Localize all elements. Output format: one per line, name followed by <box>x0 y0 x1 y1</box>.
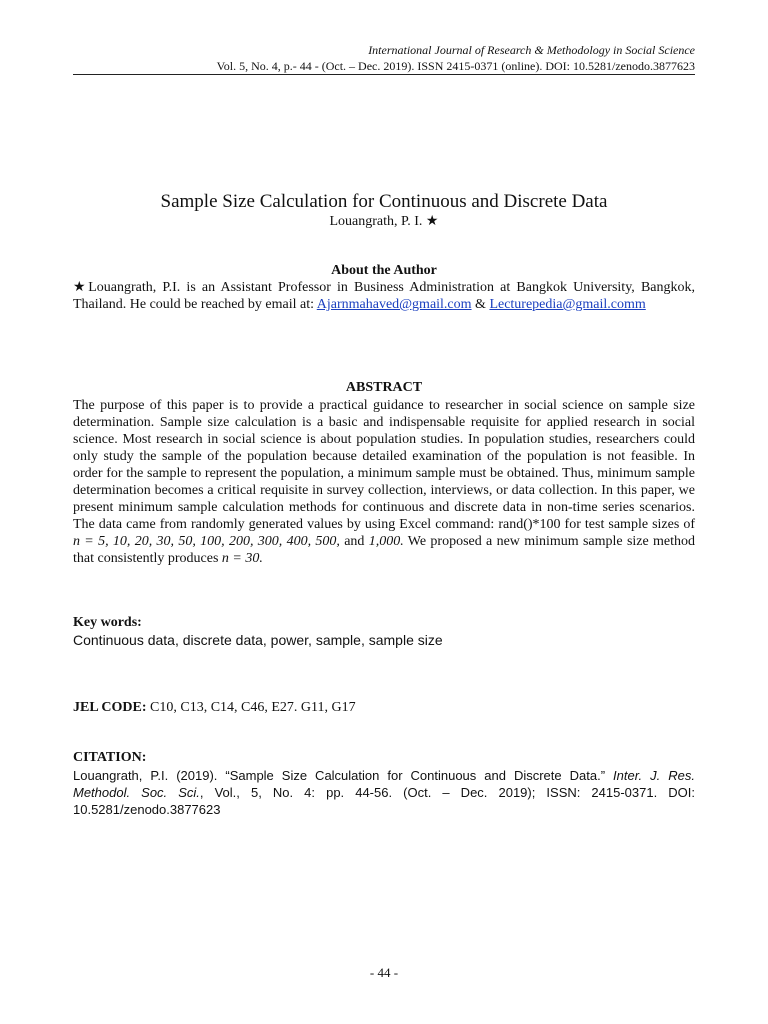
keywords-text: Continuous data, discrete data, power, sample, sample size <box>73 632 443 648</box>
citation-paragraph <box>73 767 695 818</box>
sample-size-list: n = 5, 10, 20, 30, 50, 100, 200, 300, 400, 500, <box>73 534 340 549</box>
abstract-text-2: We proposed a new minimum sample size method that consistently produces <box>73 534 696 566</box>
journal-name: International Journal of Research & Methodology in Social Science <box>368 43 695 57</box>
keywords-heading: Key words: <box>73 615 142 630</box>
paper-title: Sample Size Calculation for Continuous and Discrete Data <box>160 191 608 212</box>
jel-code-line <box>73 700 356 716</box>
jel-label: JEL CODE: <box>73 700 147 715</box>
running-header <box>217 42 695 74</box>
abstract-heading: ABSTRACT <box>345 380 423 395</box>
citation-text-a: Louangrath, P.I. (2019). “Sample Size Calculation for Continuous and Discrete Data.” <box>73 768 606 783</box>
jel-codes: C10, C13, C14, C46, E27. G11, G17 <box>150 700 356 715</box>
issue-info: Vol. 5, No. 4, p.- 44 - (Oct. – Dec. 2019). ISSN 2415-0371 (online). DOI: 10.5281/zenodo.3877623 <box>216 59 695 73</box>
header-rule <box>73 74 695 75</box>
abstract-paragraph <box>73 397 695 567</box>
author-line: Louangrath, P. I. ★ <box>329 214 439 229</box>
abstract-and: and <box>344 534 365 549</box>
page-number: - 44 - <box>369 965 399 980</box>
about-text: ★Louangrath, P.I. is an Assistant Professor in Business Administration at Bangkok University, Bangkok, Thailand. He could be reached by email at: <box>73 280 695 312</box>
sample-size-last: 1,000. <box>368 534 404 549</box>
about-paragraph <box>73 279 695 313</box>
citation-journal: Inter. J. Res. Methodol. Soc. Sci. <box>73 768 695 800</box>
email-link-2[interactable]: Lecturepedia@gmail.comm <box>489 297 646 312</box>
about-heading: About the Author <box>331 263 437 278</box>
abstract-text-1: The purpose of this paper is to provide a practical guidance to researcher in social science on sample size determination. Sample size calculation is a basic and indispensable requisite for applied research in social science. Most research in social science is about population studies. In population studies, researchers could only study the sample of the population because detailed examination of the population is not feasible. In order for the sample to represent the population, a minimum sample must be obtained. Thus, minimum sample determination becomes a critical requisite in survey collection, interviews, or data collection. In this paper, we present minimum sample calculation methods for continuous and discrete data in non-time series scenarios. The data came from randomly generated values by using Excel command: rand()*100 for test sample sizes of <box>73 398 695 532</box>
citation-heading: CITATION: <box>73 750 147 765</box>
citation-text-b: , Vol., 5, No. 4: pp. 44-56. (Oct. – Dec. 2019); ISSN: 2415-0371. DOI: 10.5281/zenodo.3877623 <box>73 785 696 817</box>
email-link-1[interactable]: Ajarnmahaved@gmail.com <box>316 297 472 312</box>
ampersand: & <box>475 297 486 312</box>
sample-size-result: n = 30. <box>221 551 263 566</box>
